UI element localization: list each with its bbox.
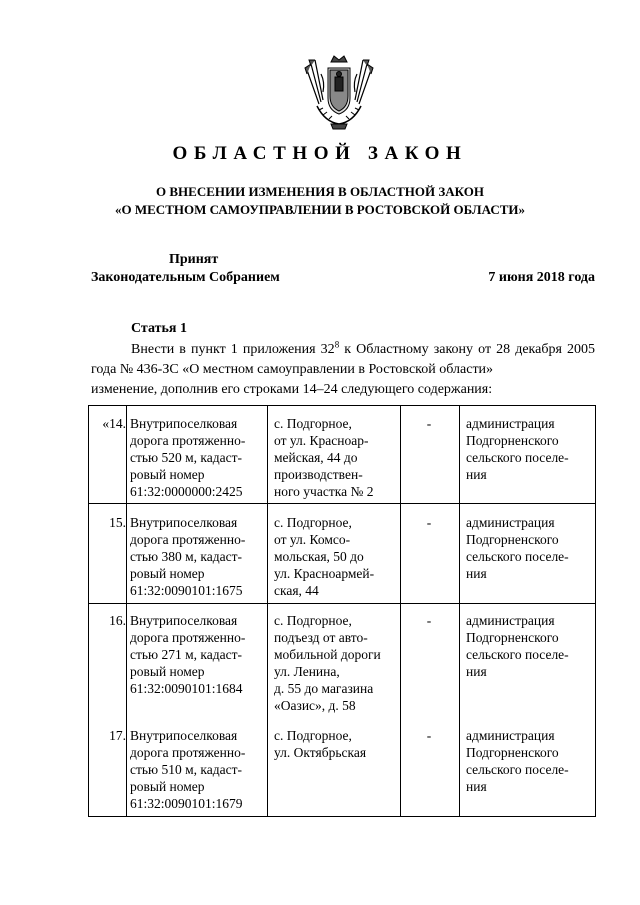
responsible-authority: администрация Подгорненского сельского поселе- ния — [466, 613, 569, 679]
responsible-authority: администрация Подгорненского сельского поселе- ния — [466, 515, 569, 581]
roads-table — [88, 405, 596, 817]
road-description: Внутрипоселковая дорога протяженно- стью 380 м, кадаст- ровый номер 61:32:0090101:1675 — [130, 515, 246, 598]
article-heading: Статья 1 — [131, 321, 187, 336]
empty-value-dash: - — [426, 613, 432, 628]
road-location: с. Подгорное, от ул. Красноар- мейская, 44 до производствен- ного участка № 2 — [274, 416, 374, 499]
road-description: Внутрипоселковая дорога протяженно- стью 520 м, кадаст- ровый номер 61:32:0000000:2425 — [130, 416, 246, 499]
road-location: с. Подгорное, ул. Октябрьская — [274, 728, 367, 760]
responsible-authority: администрация Подгорненского сельского поселе- ния — [466, 416, 569, 482]
road-location: с. Подгорное, от ул. Комсо- мольская, 50 до ул. Красноармей- ская, 44 — [274, 515, 375, 598]
empty-value-dash: - — [426, 515, 432, 530]
article-text-part-2: к Областному закону от 28 декабря 2005 года № 436-ЗС «О местном самоуправлении в Ростовской области» — [91, 342, 595, 377]
article-text-part-1: Внести в пункт 1 приложения 32 — [131, 342, 335, 357]
road-description: Внутрипоселковая дорога протяженно- стью 510 м, кадаст- ровый номер 61:32:0090101:1679 — [130, 728, 246, 811]
coat-of-arms-icon — [301, 52, 377, 132]
road-location: с. Подгорное, подъезд от авто- мобильной дороги ул. Ленина, д. 55 до магазина «Оазис», д. 58 — [274, 613, 381, 713]
law-title: ОБЛАСТНОЙ ЗАКОН — [172, 143, 468, 164]
row-number: 17. — [109, 728, 126, 743]
row-number: 16. — [109, 613, 126, 628]
article-text-part-3: изменение, дополнив его строками 14–24 следующего содержания: — [91, 382, 493, 397]
adopting-body: Законодательным Собранием — [91, 270, 280, 285]
adoption-date: 7 июня 2018 года — [488, 270, 595, 285]
empty-value-dash: - — [426, 416, 432, 431]
adopted-label: Принят — [169, 252, 219, 267]
responsible-authority: администрация Подгорненского сельского поселе- ния — [466, 728, 569, 794]
article-text — [91, 340, 595, 400]
law-subtitle-line-1: О ВНЕСЕНИИ ИЗМЕНЕНИЯ В ОБЛАСТНОЙ ЗАКОН — [156, 184, 484, 199]
law-subtitle-line-2: «О МЕСТНОМ САМОУПРАВЛЕНИИ В РОСТОВСКОЙ ОБЛАСТИ» — [115, 202, 525, 217]
row-number: 15. — [109, 515, 126, 530]
road-description: Внутрипоселковая дорога протяженно- стью 271 м, кадаст- ровый номер 61:32:0090101:1684 — [130, 613, 246, 696]
article-superscript: 8 — [334, 339, 340, 350]
empty-value-dash: - — [426, 728, 432, 743]
row-number: «14. — [102, 416, 126, 431]
